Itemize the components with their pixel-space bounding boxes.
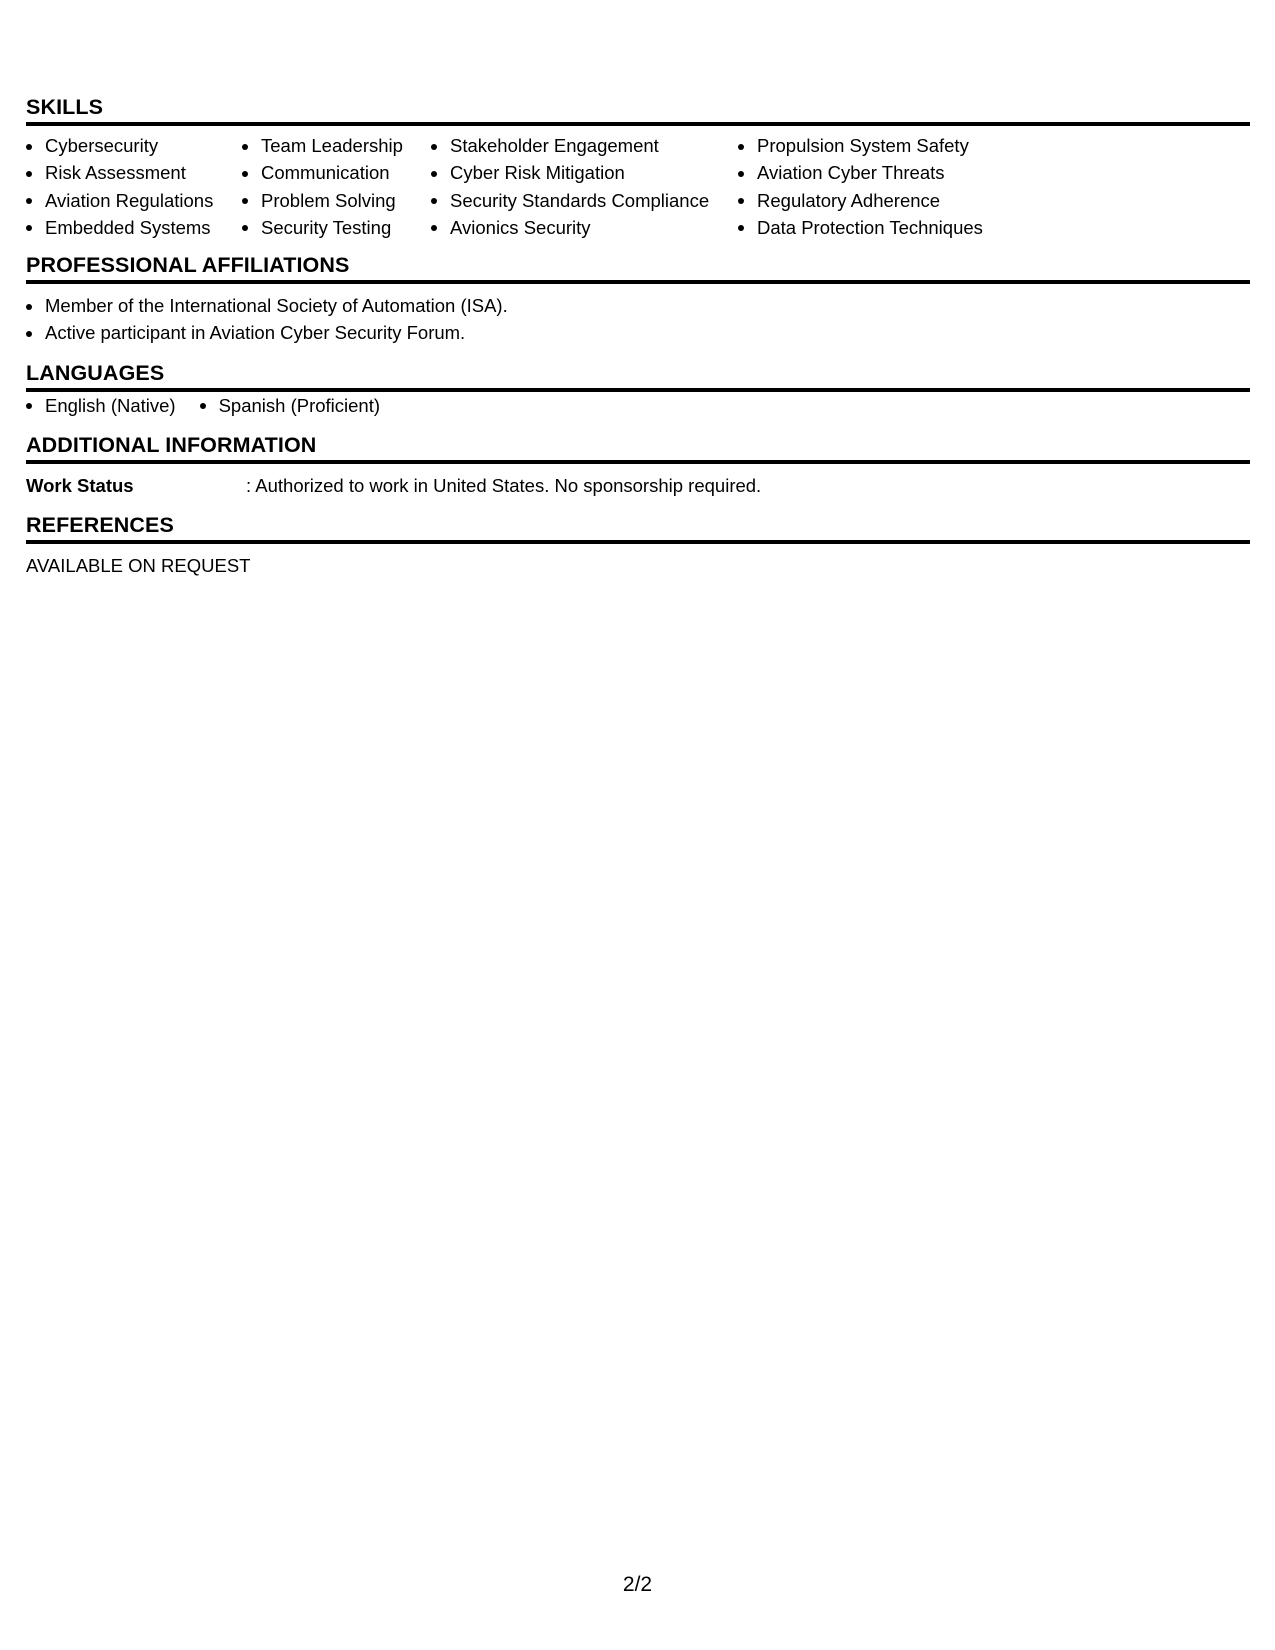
skills-column-2 [242, 132, 431, 241]
languages-list [26, 392, 1250, 419]
skill-item: Communication [242, 159, 431, 186]
skill-item: Risk Assessment [26, 159, 242, 186]
affiliation-item: Member of the International Society of Automation (ISA). [26, 292, 1250, 319]
languages-section [26, 361, 1250, 419]
skill-item: Aviation Regulations [26, 187, 242, 214]
skill-item: Avionics Security [431, 214, 738, 241]
skill-item: Security Testing [242, 214, 431, 241]
affiliation-item: Active participant in Aviation Cyber Security Forum. [26, 319, 1250, 346]
language-item: Spanish (Proficient) [200, 392, 380, 419]
section-title-affiliations: PROFESSIONAL AFFILIATIONS [26, 253, 1250, 284]
references-section [26, 513, 1250, 579]
skills-column-3 [431, 132, 738, 241]
section-title-skills: SKILLS [26, 95, 1250, 126]
additional-info-section [26, 433, 1250, 499]
skill-item: Problem Solving [242, 187, 431, 214]
skill-item: Security Standards Compliance [431, 187, 738, 214]
skills-section [26, 95, 1250, 241]
skill-item: Cyber Risk Mitigation [431, 159, 738, 186]
skill-item: Embedded Systems [26, 214, 242, 241]
skills-column-1 [26, 132, 242, 241]
affiliations-section [26, 253, 1250, 347]
resume-page [26, 95, 1250, 579]
work-status-label: Work Status [26, 475, 134, 497]
page-number: 2/2 [622, 1573, 653, 1596]
section-title-languages: LANGUAGES [26, 361, 1250, 392]
work-status-value: : Authorized to work in United States. No sponsorship required. [246, 475, 762, 497]
skills-grid [26, 132, 1250, 241]
affiliations-list [26, 292, 1250, 347]
language-item: English (Native) [26, 392, 176, 419]
skill-item: Stakeholder Engagement [431, 132, 738, 159]
skill-item: Aviation Cyber Threats [738, 159, 1038, 186]
section-title-references: REFERENCES [26, 513, 1250, 544]
references-text: AVAILABLE ON REQUEST [26, 555, 251, 577]
skills-column-4 [738, 132, 1038, 241]
section-title-additional-info: ADDITIONAL INFORMATION [26, 433, 1250, 464]
work-status-row [26, 472, 1250, 499]
skill-item: Team Leadership [242, 132, 431, 159]
skill-item: Propulsion System Safety [738, 132, 1038, 159]
skill-item: Cybersecurity [26, 132, 242, 159]
skill-item: Data Protection Techniques [738, 214, 1038, 241]
skill-item: Regulatory Adherence [738, 187, 1038, 214]
